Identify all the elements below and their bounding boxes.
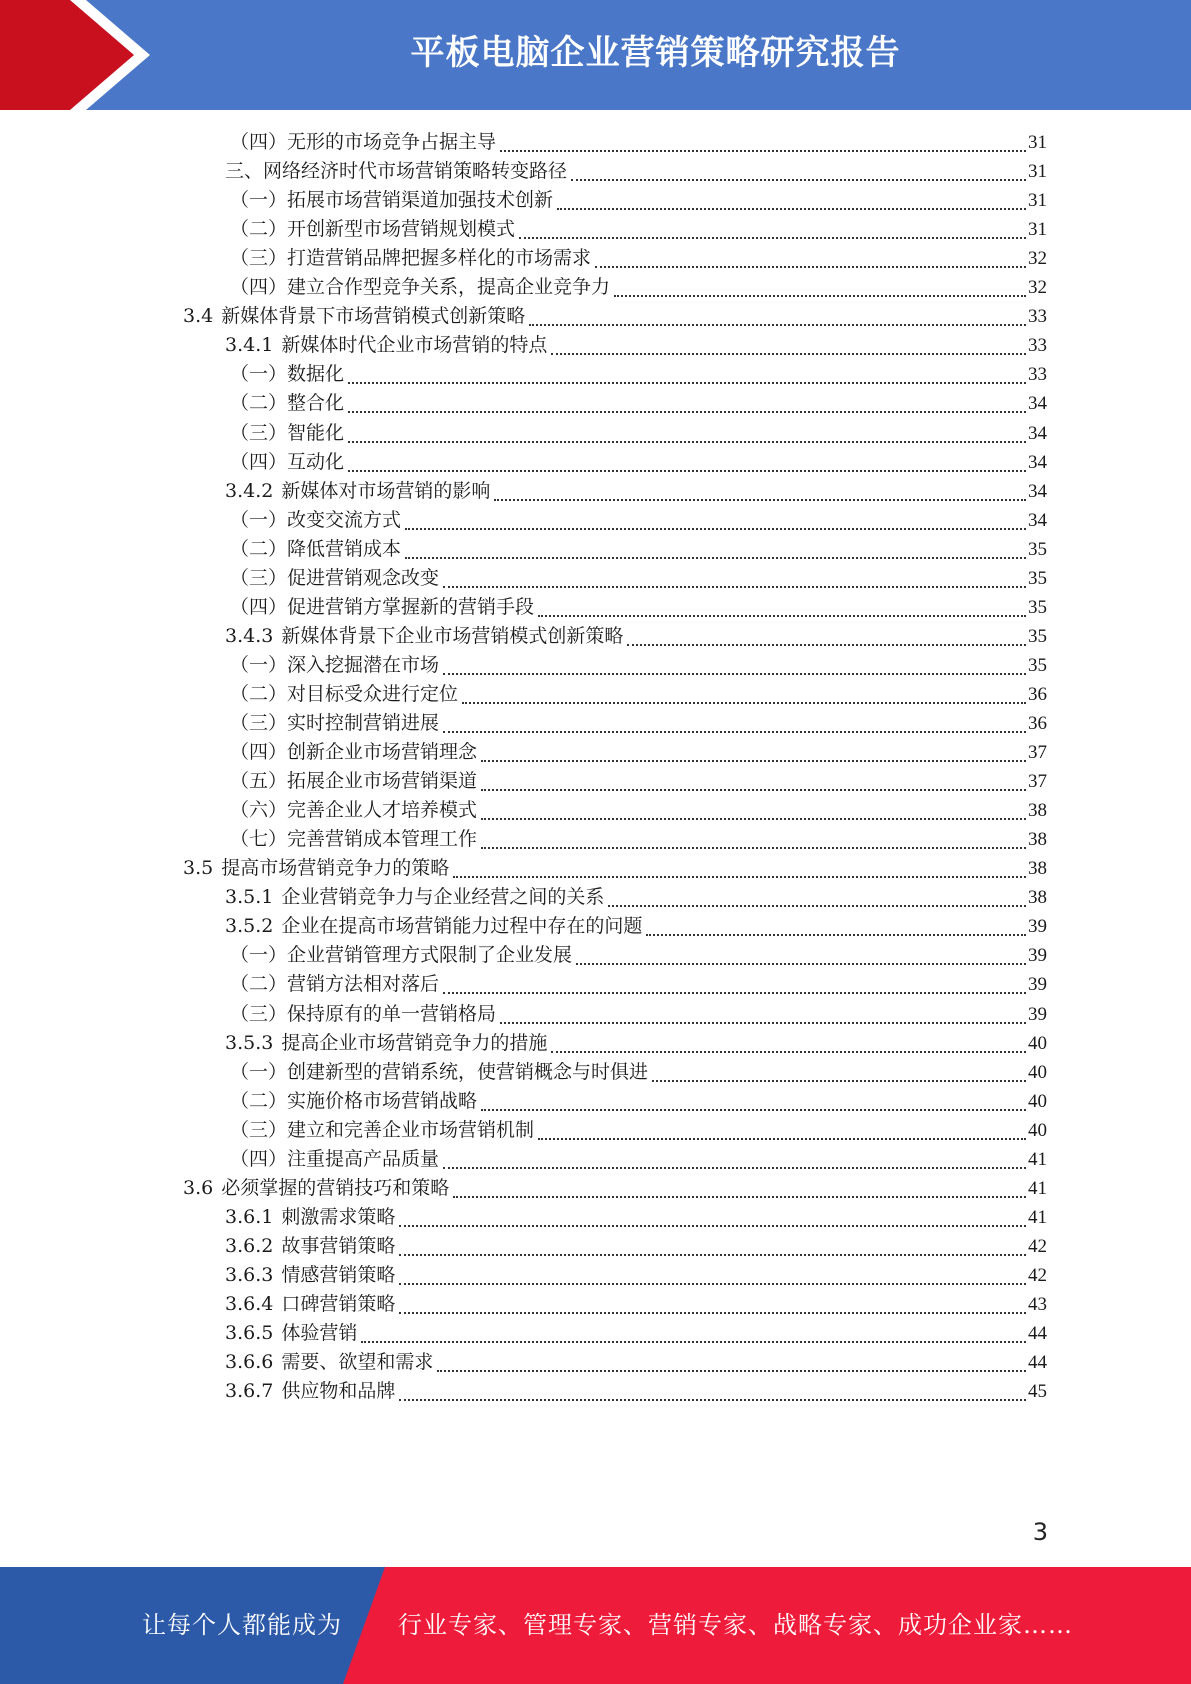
toc-dot-leader (576, 963, 1026, 965)
toc-entry-label: （七）完善营销成本管理工作 (230, 828, 478, 851)
toc-entry-page: 34 (1028, 480, 1047, 502)
report-title: 平板电脑企业营销策略研究报告 (410, 33, 901, 73)
toc-entry[interactable] (225, 1260, 1047, 1290)
toc-dot-leader (538, 615, 1026, 617)
toc-dot-leader (348, 411, 1026, 413)
toc-dot-leader (437, 1370, 1026, 1372)
toc-entry-label: （二）对目标受众进行定位 (230, 682, 459, 705)
toc-entry-label: （四）促进营销方掌握新的营销手段 (230, 595, 535, 618)
toc-entry-number: 3.6.4 (225, 1293, 274, 1315)
toc-entry-page: 41 (1028, 1148, 1047, 1170)
toc-entry[interactable] (230, 824, 1047, 854)
toc-dot-leader (500, 150, 1026, 152)
toc-entry[interactable] (230, 679, 1047, 709)
toc-dot-leader (348, 470, 1026, 472)
toc-dot-leader (481, 1109, 1026, 1111)
toc-dot-leader (551, 1051, 1026, 1053)
toc-entry[interactable] (230, 447, 1047, 477)
toc-dot-leader (652, 1080, 1026, 1082)
toc-entry-label: （一）企业营销管理方式限制了企业发展 (230, 944, 573, 967)
toc-entry-number: 3.6.7 (225, 1380, 274, 1403)
toc-dot-leader (361, 1341, 1026, 1343)
toc-entry-page: 40 (1028, 1090, 1047, 1112)
toc-entry-page: 36 (1028, 713, 1047, 734)
toc-entry-number: 3.6.1 (225, 1205, 274, 1228)
page-header (0, 0, 1191, 110)
toc-entry-page: 31 (1028, 161, 1047, 183)
toc-entry-label: 口碑营销策略 (281, 1293, 396, 1315)
toc-dot-leader (627, 644, 1026, 646)
toc-entry-page: 38 (1028, 858, 1047, 880)
toc-entry[interactable] (225, 1318, 1047, 1348)
toc-entry[interactable] (225, 1347, 1047, 1377)
toc-dot-leader (529, 324, 1026, 326)
toc-dot-leader (348, 441, 1026, 443)
toc-dot-leader (646, 934, 1026, 936)
toc-entry-number: 3.6.3 (225, 1263, 274, 1286)
toc-entry[interactable] (225, 1231, 1047, 1261)
toc-dot-leader (614, 295, 1026, 297)
toc-dot-leader (399, 1312, 1026, 1314)
toc-entry-page: 31 (1028, 190, 1047, 212)
toc-entry-page: 42 (1028, 1235, 1047, 1257)
toc-dot-leader (571, 179, 1026, 181)
toc-entry[interactable] (230, 127, 1047, 157)
toc-dot-leader (500, 1022, 1026, 1024)
toc-entry[interactable] (230, 388, 1047, 418)
toc-dot-leader (453, 876, 1026, 878)
toc-dot-leader (443, 586, 1026, 588)
toc-entry-label: （一）改变交流方式 (230, 508, 402, 531)
toc-entry[interactable] (230, 1115, 1047, 1145)
toc-dot-leader (399, 1283, 1026, 1285)
toc-entry-number: 3.5.3 (225, 1031, 274, 1054)
toc-entry[interactable] (230, 563, 1047, 593)
toc-entry-label: （三）打造营销品牌把握多样化的市场需求 (230, 247, 592, 270)
toc-entry-label: （二）营销方法相对落后 (230, 973, 440, 996)
toc-entry[interactable] (230, 940, 1047, 970)
toc-entry[interactable] (230, 650, 1047, 680)
page-footer (0, 1567, 1191, 1684)
toc-entry-page: 34 (1028, 422, 1047, 444)
toc-entry-label: （二）实施价格市场营销战略 (230, 1089, 478, 1112)
toc-dot-leader (481, 789, 1026, 791)
toc-entry-label: 故事营销策略 (281, 1234, 396, 1257)
toc-entry-label: 企业在提高市场营销能力过程中存在的问题 (281, 915, 643, 938)
toc-dot-leader (399, 1225, 1026, 1227)
toc-entry[interactable] (183, 1173, 1047, 1203)
toc-dot-leader (481, 818, 1026, 820)
toc-entry-label: （四）创新企业市场营销理念 (230, 741, 478, 764)
footer-expert-list: 行业专家、管理专家、营销专家、战略专家、成功企业家…… (398, 1611, 1073, 1639)
toc-entry[interactable] (225, 330, 1047, 360)
toc-entry-page: 39 (1028, 916, 1047, 938)
toc-dot-leader (405, 557, 1026, 559)
toc-entry-page: 33 (1028, 364, 1047, 386)
toc-entry-number: 3.4.2 (225, 479, 274, 502)
page-number: 3 (1032, 1518, 1048, 1546)
toc-entry[interactable] (230, 243, 1047, 273)
toc-entry-label: （三）建立和完善企业市场营销机制 (230, 1118, 535, 1141)
toc-entry[interactable] (230, 1057, 1047, 1087)
toc-entry[interactable] (230, 795, 1047, 825)
toc-entry[interactable] (230, 505, 1047, 535)
toc-entry-number: 3.6.2 (225, 1234, 274, 1257)
toc-dot-leader (443, 673, 1026, 675)
toc-entry-label: （一）拓展市场营销渠道加强技术创新 (230, 189, 554, 212)
toc-dot-leader (443, 992, 1026, 994)
toc-entry-label: 新媒体背景下企业市场营销模式创新策略 (281, 624, 624, 647)
toc-entry-page: 35 (1028, 567, 1047, 589)
toc-entry[interactable] (230, 737, 1047, 767)
toc-entry-label: （三）保持原有的单一营销格局 (230, 1002, 497, 1025)
toc-entry-page: 35 (1028, 596, 1047, 618)
toc-entry-page: 38 (1028, 829, 1047, 851)
toc-entry-label: （四）建立合作型竞争关系，提高企业竞争力 (230, 276, 611, 299)
toc-entry-page: 39 (1028, 945, 1047, 967)
toc-entry-label: 体验营销 (281, 1322, 358, 1345)
toc-entry-label: 企业营销竞争力与企业经营之间的关系 (281, 886, 605, 909)
toc-dot-leader (443, 1167, 1026, 1169)
toc-entry-page: 33 (1028, 335, 1047, 357)
toc-entry-label: 刺激需求策略 (281, 1205, 396, 1228)
toc-entry-label: （二）开创新型市场营销规划模式 (230, 218, 516, 241)
toc-entry-label: 新媒体对市场营销的影响 (281, 479, 491, 502)
toc-entry-label: （二）整合化 (230, 392, 345, 415)
toc-entry[interactable] (183, 853, 1047, 883)
toc-entry-page: 44 (1028, 1352, 1047, 1374)
toc-entry-page: 41 (1028, 1177, 1047, 1199)
toc-entry[interactable] (225, 882, 1047, 912)
toc-entry[interactable] (230, 766, 1047, 796)
toc-dot-leader (348, 382, 1026, 384)
toc-entry[interactable] (225, 1376, 1047, 1406)
toc-entry[interactable] (225, 1289, 1047, 1319)
toc-entry-label: 情感营销策略 (281, 1263, 396, 1286)
toc-entry-label: （一）深入挖掘潜在市场 (230, 653, 440, 676)
toc-entry-page: 34 (1028, 509, 1047, 531)
toc-entry-label: （三）智能化 (230, 421, 345, 444)
toc-entry-page: 38 (1028, 887, 1047, 909)
toc-entry-label: （四）互动化 (230, 450, 345, 473)
toc-dot-leader (399, 1399, 1026, 1401)
toc-entry-number: 3.5 (183, 857, 214, 880)
toc-entry[interactable] (230, 359, 1047, 389)
footer-slogan: 让每个人都能成为 (142, 1611, 342, 1639)
toc-entry-page: 31 (1028, 132, 1047, 153)
toc-entry-page: 38 (1028, 800, 1047, 822)
toc-entry-page: 40 (1028, 1032, 1047, 1054)
toc-entry-label: 新媒体时代企业市场营销的特点 (281, 334, 548, 357)
toc-entry-label: （五）拓展企业市场营销渠道 (230, 770, 478, 793)
toc-entry[interactable] (225, 911, 1047, 941)
toc-dot-leader (595, 266, 1026, 268)
toc-dot-leader (399, 1254, 1026, 1256)
toc-entry-label: （一）创建新型的营销系统，使营销概念与时俱进 (230, 1060, 649, 1083)
toc-dot-leader (538, 1138, 1026, 1140)
toc-entry[interactable] (230, 592, 1047, 622)
toc-entry-number: 3.5.1 (225, 886, 274, 909)
toc-entry-label: 三、网络经济时代市场营销策略转变路径 (225, 160, 568, 183)
toc-dot-leader (557, 208, 1026, 210)
toc-entry-page: 39 (1028, 974, 1047, 996)
toc-entry-number: 3.4.1 (225, 334, 274, 357)
toc-entry-label: 提高企业市场营销竞争力的措施 (281, 1031, 548, 1054)
toc-entry-page: 37 (1028, 771, 1047, 793)
toc-entry[interactable] (225, 156, 1047, 186)
header-chevron-icon (0, 0, 140, 110)
toc-entry-page: 42 (1028, 1264, 1047, 1286)
toc-entry-label: （四）注重提高产品质量 (230, 1147, 440, 1170)
toc-entry[interactable] (225, 476, 1047, 506)
toc-dot-leader (443, 731, 1026, 733)
toc-entry[interactable] (230, 185, 1047, 215)
toc-entry-number: 3.4 (183, 305, 214, 328)
toc-entry-page: 39 (1028, 1003, 1047, 1025)
toc-entry[interactable] (230, 969, 1047, 999)
toc-entry[interactable] (225, 1202, 1047, 1232)
toc-entry-label: （四）无形的市场竞争占据主导 (230, 131, 497, 153)
toc-entry-label: （二）降低营销成本 (230, 537, 402, 560)
toc-entry-number: 3.6.5 (225, 1322, 274, 1345)
toc-entry[interactable] (183, 301, 1047, 331)
toc-entry-label: 供应物和品牌 (281, 1380, 396, 1403)
toc-entry-label: （三）促进营销观念改变 (230, 566, 440, 589)
toc-entry-page: 32 (1028, 277, 1047, 299)
toc-entry-page: 43 (1028, 1294, 1047, 1315)
toc-entry[interactable] (230, 708, 1047, 738)
toc-entry[interactable] (225, 1028, 1047, 1058)
toc-entry-page: 34 (1028, 451, 1047, 473)
toc-entry-page: 34 (1028, 393, 1047, 415)
toc-entry-page: 35 (1028, 625, 1047, 647)
toc-entry-page: 35 (1028, 654, 1047, 676)
toc-entry-page: 41 (1028, 1206, 1047, 1228)
toc-entry[interactable] (230, 999, 1047, 1029)
toc-entry-page: 31 (1028, 219, 1047, 241)
toc-entry[interactable] (230, 418, 1047, 448)
toc-entry-page: 32 (1028, 248, 1047, 270)
toc-entry[interactable] (230, 214, 1047, 244)
toc-dot-leader (494, 499, 1026, 501)
toc-dot-leader (405, 528, 1026, 530)
toc-entry-page: 33 (1028, 306, 1047, 328)
toc-entry-label: （三）实时控制营销进展 (230, 712, 440, 734)
toc-dot-leader (481, 847, 1026, 849)
toc-entry-page: 45 (1028, 1381, 1047, 1403)
toc-entry-number: 3.6 (183, 1176, 214, 1199)
toc-entry[interactable] (230, 272, 1047, 302)
toc-dot-leader (481, 760, 1026, 762)
toc-entry-page: 44 (1028, 1323, 1047, 1345)
toc-entry-label: （六）完善企业人才培养模式 (230, 799, 478, 822)
toc-entry-page: 35 (1028, 538, 1047, 560)
toc-dot-leader (608, 905, 1026, 907)
toc-entry-label: 必须掌握的营销技巧和策略 (221, 1176, 450, 1199)
toc-entry[interactable] (230, 1086, 1047, 1116)
toc-entry-number: 3.5.2 (225, 915, 274, 938)
toc-dot-leader (462, 702, 1026, 704)
toc-entry[interactable] (225, 621, 1047, 651)
toc-entry-label: 提高市场营销竞争力的策略 (221, 857, 450, 880)
toc-dot-leader (551, 353, 1026, 355)
toc-entry-number: 3.6.6 (225, 1351, 274, 1374)
toc-dot-leader (519, 237, 1026, 239)
toc-dot-leader (453, 1196, 1026, 1198)
toc-entry-label: 新媒体背景下市场营销模式创新策略 (221, 305, 526, 328)
toc-entry[interactable] (230, 534, 1047, 564)
toc-entry-page: 37 (1028, 742, 1047, 764)
toc-entry-number: 3.4.3 (225, 624, 274, 647)
toc-entry-label: 需要、欲望和需求 (281, 1351, 434, 1374)
toc-entry-page: 36 (1028, 683, 1047, 705)
toc-entry-page: 40 (1028, 1119, 1047, 1141)
toc-entry-label: （一）数据化 (230, 363, 345, 386)
toc-entry-page: 40 (1028, 1061, 1047, 1083)
toc-entry[interactable] (230, 1144, 1047, 1174)
